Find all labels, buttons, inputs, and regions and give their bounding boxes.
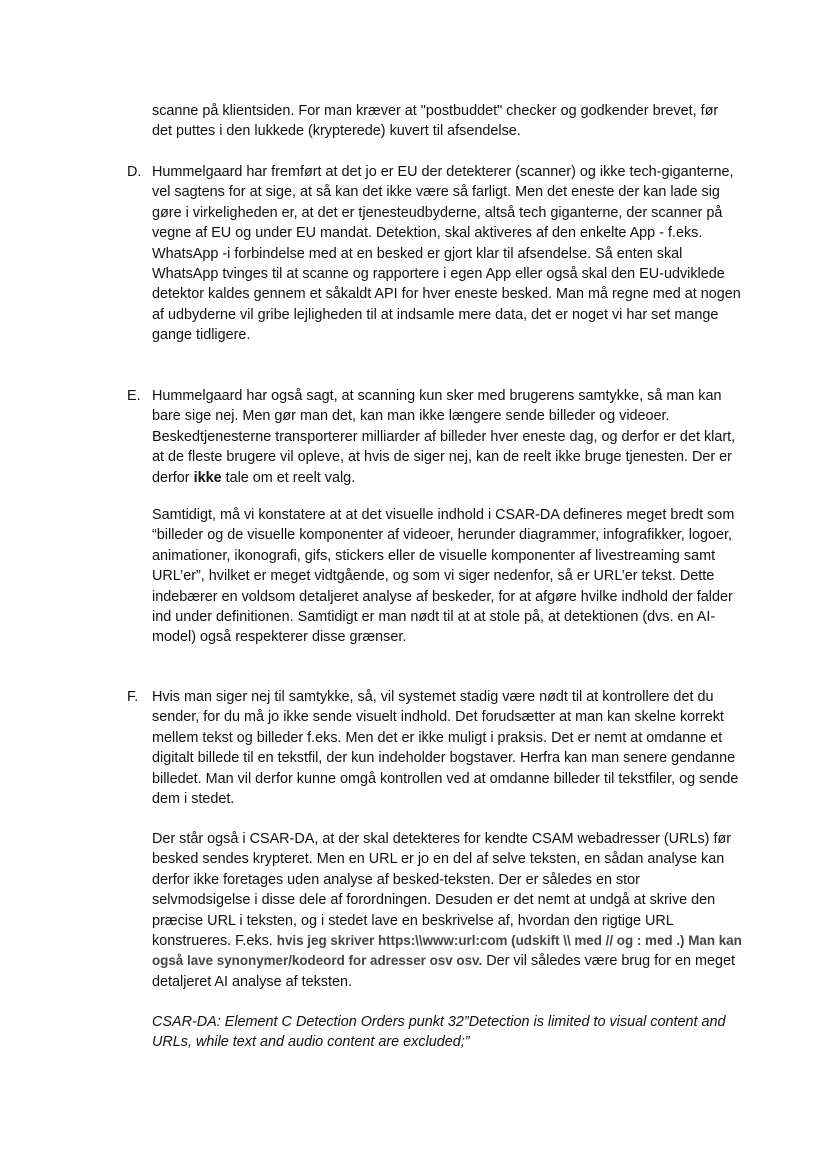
item-f-text: Hvis man siger nej til samtykke, så, vil systemet stadig være nødt til at kontrollere det du sender, for du må jo ikke sende visuelt indhold. Det forudsætter at man kan skelne korrekt mellem tekst og billeder f.eks. Men det er ikke muligt i praksis. Det er nemt at omdanne et digitalt billede til en tekstfil, der kun indeholder bogstaver. Herfra kan man senere gendanne billedet. Man vil derfor kunne omgå kontrollen ved at omdanne billeder til tekstfiler, og sende dem i stedet. bbox=[152, 689, 739, 808]
list-marker-d: D. bbox=[127, 164, 142, 180]
list-item-f bbox=[127, 687, 742, 809]
paragraph-f2-text-before: Der står også i CSAR-DA, at der skal detekteres for kendte CSAM webadresser (URLs) før besked sendes krypteret. Men en URL er jo en del af selve teksten, en sådan analyse kan derfor ikke foretages uden analyse af besked-teksten. Der er således en stor selvmodsigelse i disse dele af forordningen. Desuden er det nemt at undgå at skrive den præcise URL i teksten, og i stedet lave en beskrivelse af, hvordan den rigtige URL konstrueres. F.eks. bbox=[152, 831, 732, 950]
paragraph-f2 bbox=[152, 829, 742, 992]
intro-text: scanne på klientsiden. For man kræver at "postbuddet" checker og godkender brevet, før det puttes i den lukkede (krypterede) kuvert til afsendelse. bbox=[152, 103, 719, 140]
list-marker-e: E. bbox=[127, 388, 141, 404]
item-e-text-after: tale om et reelt valg. bbox=[221, 469, 356, 486]
list-marker-f: F. bbox=[127, 689, 139, 705]
item-d-text: Hummelgaard har fremført at det jo er EU der detekterer (scanner) og ikke tech-giganterne, vel sagtens for at sige, at så kan det ikke være så farligt. Men det eneste der kan lade sig gøre i virkeligheden er, at det er tjenesteudbyderne, altså tech giganterne, der scanner på vegne af EU og under EU mandat. Detektion, skal aktiveres af den enkelte App - f.eks. WhatsApp -i forbindelse med at en besked er gjort klar til afsendelse. Så enten skal WhatsApp tvinges til at scanne og rapportere i egen App eller også skal den EU-udviklede detektor kaldes gennem et såkaldt API for hver eneste besked. Man må regne med at nogen af udbyderne vil gribe lejligheden til at indsamle mere data, det er noget vi har set mange gange tidligere. bbox=[152, 164, 741, 344]
paragraph-f2-text-after: Der vil således være brug for en meget detaljeret AI analyse af teksten. bbox=[152, 953, 735, 990]
list-item-d bbox=[127, 162, 742, 346]
quote-paragraph bbox=[152, 1012, 742, 1053]
paragraph-f2-bold: hvis jeg skriver https:\\www:url:com (udskift \\ med // og : med .) Man kan også lave synonymer/kodeord for adresser osv osv. bbox=[152, 933, 742, 969]
paragraph-e2 bbox=[152, 505, 742, 648]
quote-text: CSAR-DA: Element C Detection Orders punkt 32”Detection is limited to visual content and URLs, while text and audio content are excluded;” bbox=[152, 1014, 726, 1051]
item-e-text bbox=[152, 386, 742, 488]
item-e-bold: ikke bbox=[193, 469, 222, 486]
intro-paragraph bbox=[152, 101, 742, 142]
list-item-e bbox=[127, 386, 742, 488]
item-e-text-before: Hummelgaard har også sagt, at scanning kun sker med brugerens samtykke, så man kan bare sige nej. Men gør man det, kan man ikke længere sende billeder og videoer. Beskedtjenesterne transporterer milliarder af billeder hver eneste dag, og derfor er det klart, at de fleste brugere vil opleve, at hvis de siger nej, kan de reelt ikke bruge tjenesten. Der er derfor bbox=[152, 388, 736, 486]
paragraph-e2-text: Samtidigt, må vi konstatere at at det visuelle indhold i CSAR-DA defineres meget bredt som “billeder og de visuelle komponenter af videoer, herunder diagrammer, infografikker, logoer, animationer, ikonografi, gifs, stickers eller de visuelle komponenter af livestreaming samt URL’er”, hvilket er meget vidtgående, og som vi siger nedenfor, så er URL’er tekst. Dette indebærer en voldsom detaljeret analyse af beskeder, for at afgøre hvilke indhold der falder ind under definitionen. Samtidigt er man nødt til at at stole på, at detektionen (dvs. en AI-model) også respekterer disse grænser. bbox=[152, 507, 735, 646]
